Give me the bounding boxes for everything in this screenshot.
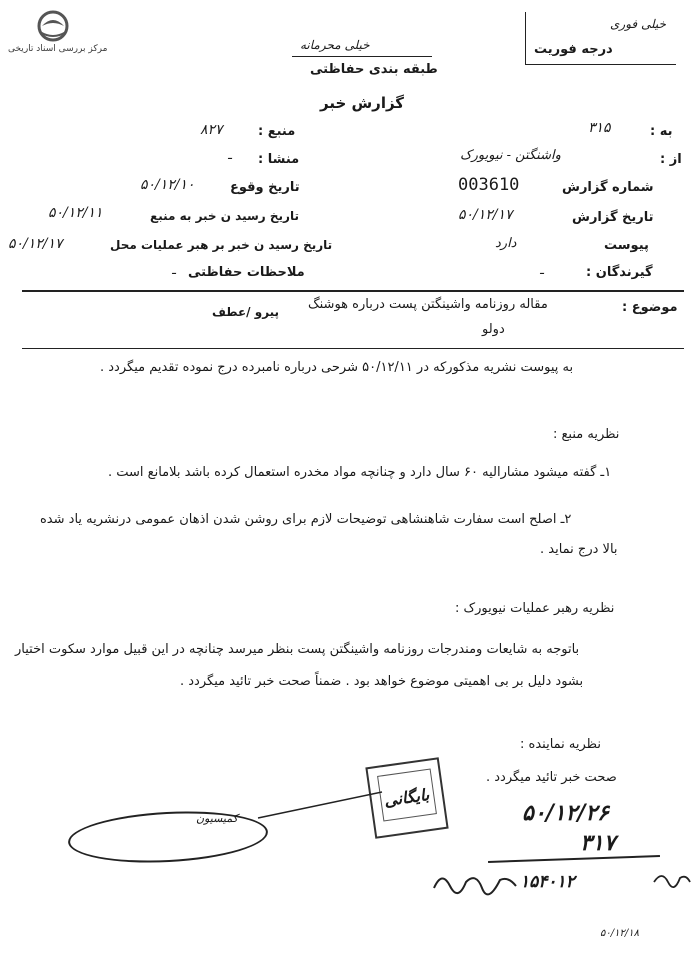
handwritten-oval-note: کمیسیون xyxy=(196,812,238,825)
subject-continuation: دولو xyxy=(482,322,505,337)
recipients-label: گیرندگان : xyxy=(586,265,653,280)
ops-opinion-line-2: بشود دلیل بر بی اهمیتی موضوع خواهد بود . ضمناً صحت خبر تائید میگردد . xyxy=(180,674,584,689)
rep-opinion-text: صحت خبر تائید میگردد . xyxy=(486,770,617,785)
source-value: ۸۲۷ xyxy=(200,122,223,138)
ops-receipt-value: ۵۰/۱۲/۱۷ xyxy=(8,236,63,252)
security-notes-value: ـ xyxy=(172,263,176,278)
stamp-text: بایگانی xyxy=(382,784,431,811)
ops-opinion-heading: نظریه رهبر عملیات نیویورک : xyxy=(455,601,615,616)
subject-divider xyxy=(22,348,684,349)
recipients-value: ـ xyxy=(540,263,544,278)
margin-scribble-icon xyxy=(652,868,692,890)
classification-underline xyxy=(292,56,432,57)
report-no-value: 003610 xyxy=(458,175,520,195)
classification-label: طبقه بندی حفاظتی xyxy=(310,62,438,77)
header-divider xyxy=(22,290,684,292)
from-value: واشنگتن - نیویورک xyxy=(460,148,561,163)
event-date-value: ۵۰/۱۲/۱۰ xyxy=(140,177,195,193)
urgency-label: درجه فوریت xyxy=(534,42,613,57)
report-no-label: شماره گزارش xyxy=(562,180,654,195)
handwritten-oval xyxy=(67,807,269,867)
event-date-label: تاریخ وقوع xyxy=(230,180,300,195)
reference-note: پیرو /عطف xyxy=(212,305,280,319)
from-label: از : xyxy=(660,152,682,167)
to-value: ۳۱۵ xyxy=(588,120,611,136)
report-date-label: تاریخ گزارش xyxy=(572,210,654,225)
handwritten-code: ۱۵۴۰۱۲ xyxy=(520,872,575,892)
handwritten-date: ۵۰/۱۲/۲۶ xyxy=(522,800,609,826)
source-label: منبع : xyxy=(258,124,296,139)
subject-text: مقاله روزنامه واشینگتن پست درباره هوشنگ xyxy=(308,297,548,312)
source-receipt-label: تاریخ رسید ن خبر به منبع xyxy=(150,209,299,223)
source-opinion-item-2-cont: بالا درج نماید . xyxy=(540,542,618,557)
archive-logo-icon xyxy=(28,10,78,44)
classification-value: خیلی محرمانه xyxy=(300,38,370,52)
report-date-value: ۵۰/۱۲/۱۷ xyxy=(458,207,513,223)
report-title: گزارش خبر xyxy=(320,94,405,112)
to-label: به : xyxy=(650,124,673,139)
urgency-value: خیلی فوری xyxy=(610,17,666,31)
arrow-line-icon xyxy=(256,790,386,820)
handwritten-small-date: ۵۰/۱۲/۱۸ xyxy=(600,928,639,939)
source-opinion-item-2: ۲ـ اصلح است سفارت شاهنشاهی توضیحات لازم برای روشن شدن اذهان عمومی درنشریه یاد شده xyxy=(40,512,572,527)
archive-logo-caption: مرکز بررسی اسناد تاریخی xyxy=(8,44,108,54)
rep-opinion-heading: نظریه نماینده : xyxy=(520,737,601,752)
handwritten-number: ۳۱۷ xyxy=(580,830,616,856)
subject-label: موضوع : xyxy=(622,300,678,315)
signature-icon xyxy=(430,866,520,896)
origin-value: ـ xyxy=(228,148,232,163)
ops-opinion-line-1: باتوجه به شایعات ومندرجات روزنامه واشینگتن پست بنظر میرسد چنانچه در این قبیل موارد سکوت اختیار xyxy=(15,642,580,657)
attachment-value: دارد xyxy=(495,236,517,251)
source-opinion-heading: نظریه منبع : xyxy=(553,427,620,442)
attachment-label: پیوست xyxy=(604,238,649,253)
intro-paragraph: به پیوست نشریه مذکورکه در ۵۰/۱۲/۱۱ شرحی درباره نامبرده درج نموده تقدیم میگردد . xyxy=(100,360,574,375)
ops-receipt-label: تاریخ رسید ن خبر بر هبر عملیات محل xyxy=(110,238,333,252)
handwritten-underline xyxy=(488,855,660,863)
source-opinion-item-1: ۱ـ گفته میشود مشارالیه ۶۰ سال دارد و چنانچه مواد مخدره استعمال کرده باشد بلامانع است . xyxy=(108,465,612,480)
source-receipt-value: ۵۰/۱۲/۱۱ xyxy=(48,205,103,221)
origin-label: منشا : xyxy=(258,152,300,167)
security-notes-label: ملاحظات حفاظتی xyxy=(188,265,305,280)
